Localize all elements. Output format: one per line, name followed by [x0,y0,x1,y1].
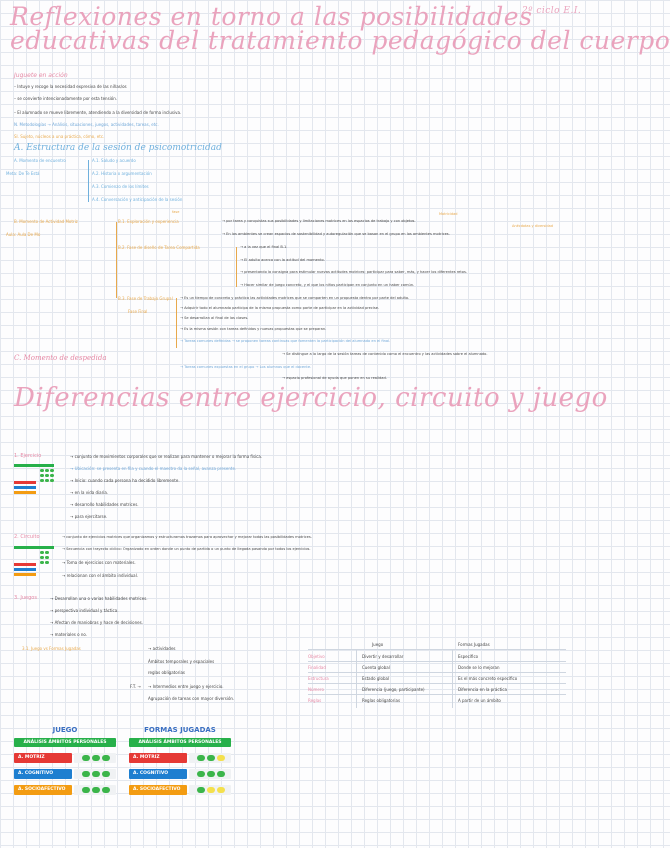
circuito-line: → Toma de ejercicios con materiales. [62,560,136,565]
ejercicio-line: → desarrollo habilidades motrices. [70,502,139,507]
subject-note: Sl. Sujeto, núcleos a una práctica, cómo, etc. [14,134,105,139]
mini-scorecard [14,546,54,566]
table-cell: Estado global [362,676,390,681]
rating-dot [197,771,205,777]
table-cell: Diferencia (juego, participante) [362,687,425,692]
scorecard-formas-jugadas [129,726,231,801]
rating-dots [189,769,231,779]
table-row [308,685,566,694]
table-cell: A partir de un ámbito [458,698,501,703]
juego-sub-label: 3.1. Juego vs Formas Jugadas [22,646,81,651]
table-row [308,674,566,683]
juegos-line: → perspectiva individual y táctica. [50,608,119,613]
moment-b-item: B.2. Fase de diseño de Tarea Compartida [118,245,200,250]
rating-dots [189,753,231,763]
juegos-label: 3. Juegos [14,595,37,601]
course-label: 2º ciclo E.I. [522,6,582,16]
margin-tag: fase [172,210,180,214]
rating-dot [207,787,215,793]
text-line: – Intuye y recoge la necesidad expresiva de las niñas/os [14,84,127,89]
circuito-line: → Secuencia con trayecto cíclico: Organizado en orden donde un punto de partida o un punto de llegada pasando por todos los ejercicios. [62,547,311,551]
scorecard-header: ANÁLISIS ÁMBITOS PERSONALES [129,738,231,747]
scorecard-header: ANÁLISIS ÁMBITOS PERSONALES [14,738,116,747]
juego-sub-item: reglas obligatorias [148,670,185,675]
rating-dot [82,787,90,793]
rating-dots [189,785,231,795]
table-cell: Número [308,687,324,692]
rating-dot [207,771,215,777]
final-detail: → espacio profesional de ayuda que ponen en su realidad. [282,376,387,380]
moment-b-side: Aula: Aula De Mo [6,232,41,237]
rating-dot [92,787,100,793]
ft-item: → Intermedios entre juego y ejercicio. [148,684,224,689]
juego-sub-item: → actividades [148,646,176,651]
rating-dot [197,755,205,761]
scorecard-row [14,753,116,763]
final-phase-label: Fase Final [128,309,148,314]
rating-dot [82,755,90,761]
table-cell: Donde se lo mejoran [458,665,500,670]
moment-b-item: B.3. Fase de Trabajo Grupal [118,296,173,301]
margin-tag: Motricidad [439,212,458,216]
rating-dot [217,771,225,777]
ejercicio-line: → Inicio: cuando cada persona ha decidido libremente. [70,478,180,483]
detail-line: → Hacer similar de juego concreto, y el que los niños participan en conjunto en un haber común. [240,283,415,287]
final-detail: → Tareas comunes definidas → se proponen tareas continuas que fomenten la participación del alumnado en el final. [180,339,391,343]
circuito-label: 2. Circuito [14,534,40,540]
table-row [308,663,566,672]
detail-line: → En los ambientes se crean espacios de sostenibilidad y autoregulación que se basan en el grupo en los ambientes motrices. [222,232,450,236]
table-cell: Divertir y desarrollar [362,654,404,659]
scorecard-juego [14,726,116,801]
circuito-line: → conjunto de ejercicios motrices que organizamos y estructuramos trazamos para aprovechar y mejorar todas las posibilidades motrices. [62,535,312,539]
scorecard-title: FORMAS JUGADAS [144,726,216,734]
page-title-line1: Reflexiones en torno a las posibilidades [10,2,533,31]
methodology-note: N. Metodologías → Análisis, situaciones, juegos, actividades, tareas, etc. [14,122,159,127]
scorecard-title: JUEGO [52,726,78,734]
table-header-cell: Formas Jugadas [458,642,490,647]
moment-b-label: B. Momento de Actividad Motriz [14,219,78,224]
table-cell: Reglas [308,698,322,703]
margin-tag: Anécdotas y diversidad [512,224,553,228]
final-detail: → Es la misma sesión con tareas definidas y nuevas propuestas que se preparan. [180,327,327,331]
moment-a-item: A.2. Historia o argumentación [92,171,152,176]
text-line: – El alumnado se mueve libremente, atendiendo a la diversidad de forma inclusiva. [14,110,182,115]
rating-dot [102,771,110,777]
section-heading: Juguete en acción [14,72,68,79]
scorecard-row-label: A. MOTRIZ [129,753,187,763]
ejercicio-line: → Ubicación: se presenta en fila y cuando el maestro da la señal, avanza presente. [70,466,237,471]
rating-dot [207,755,215,761]
scorecard-row-label: A. SOCIOAFECTIVO [129,785,187,795]
final-detail: → Es un tiempo de concreto y práctica las actividades motrices que se comparten en un propuesta dentro por parte del adulto. [180,296,410,300]
moment-b-item: B.1. Exploración y experiencia [118,219,179,224]
juegos-line: → materiales o no. [50,632,88,637]
juegos-line: → Desarrollan una o varias habilidades motrices. [50,596,148,601]
final-detail: → Se desarrollan al final de las clases. [180,316,249,320]
rating-dots [74,785,116,795]
ft-item: Agrupación de tareas con mayor diversión. [148,696,235,701]
rating-dot [217,755,225,761]
detail-line: → a la vez que el final B.1. [240,245,288,249]
scorecard-row-label: A. COGNITIVO [129,769,187,779]
scorecard-row-label: A. MOTRIZ [14,753,72,763]
table-cell: Es el más concreto específico [458,676,518,681]
ejercicio-line: → para ejercitarse. [70,514,108,519]
detail-line: → por tarea y conquistas sus posibilidades y limitaciones motrices en los espacios de trabajo y con objetos. [222,219,416,223]
scorecard-row [14,785,116,795]
moment-a-item: A.4. Conversación y anticipación de la sesión [92,197,183,202]
structure-heading: A. Estructura de la sesión de psicomotricidad [14,143,222,153]
mini-scorecard [14,464,54,484]
rating-dot [197,787,205,793]
scorecard-row [129,785,231,795]
moment-c-label: C. Momento de despedida [14,354,107,362]
rating-dot [102,755,110,761]
detail-line: → El adulto acerca con la actitud del momento. [240,258,325,262]
rating-dot [92,771,100,777]
table-cell: Específico [458,654,479,659]
table-header-row [308,640,566,649]
table-cell: Diferencia en la práctica [458,687,507,692]
rating-dot [92,755,100,761]
ejercicio-line: → en la vida diaria. [70,490,109,495]
table-cell: Estructura [308,676,329,681]
rating-dot [217,787,225,793]
moment-a-item: A.3. Comienzo de los límites [92,184,149,189]
circuito-line: → relacionan con el ámbito individual. [62,573,139,578]
moment-a-item: A.1. Saludo y acuerdo [92,158,136,163]
ejercicio-line: → conjunto de movimientos corporales que se realizan para mantener o mejorar la forma física. [70,454,263,459]
juego-sub-item: Ámbitos temporales y espaciales [148,659,215,664]
scorecard-row-label: A. COGNITIVO [14,769,72,779]
table-header-cell: Juego [372,642,384,647]
rating-dots [74,769,116,779]
ejercicio-label: 1. Ejercicio [14,453,42,459]
final-detail: → Adquirir todo el alumnado participa de la misma propuesta como parte de participar en la actividad precise. [180,306,380,310]
scorecard-row [129,753,231,763]
scorecard-row [129,769,231,779]
rating-dot [82,771,90,777]
table-row [308,696,566,705]
comparison-table [308,640,566,710]
scorecard-row-label: A. SOCIOAFECTIVO [14,785,72,795]
page-title-line2: educativas del tratamiento pedagógico del cuerpo [10,26,670,55]
rating-dots [74,753,116,763]
moment-a-label: A. Momento de encuentro [14,158,66,163]
text-line: – se convierte intencionadamente por esta tensión. [14,96,118,101]
juegos-line: → Afectan de maniobras y hace de decisiones. [50,620,143,625]
ft-label: F.T. → [130,684,141,689]
table-cell: Finalidad [308,665,326,670]
moment-a-side: Meta: De Te Está [6,171,40,176]
scorecard-row [14,769,116,779]
final-detail: → Se distingue a lo largo de la sesión tareas de contenido como el encuentro y las actividades sobre el alumnado. [282,352,488,356]
detail-line: → presentando la consigna para estimular nuevas actitudes motrices; participar para saber, más, y hacer los diferentes retos. [240,270,467,274]
section2-title: Diferencias entre ejercicio, circuito y juego [14,383,608,413]
final-detail: → Tareas comunes expuestas en el grupo → Los alumnos que el docente. [180,365,312,369]
table-row [308,652,566,661]
table-cell: Objetivo [308,654,325,659]
table-cell: Reglas obligatorias [362,698,401,703]
rating-dot [102,787,110,793]
table-cell: Cuenta global [362,665,390,670]
